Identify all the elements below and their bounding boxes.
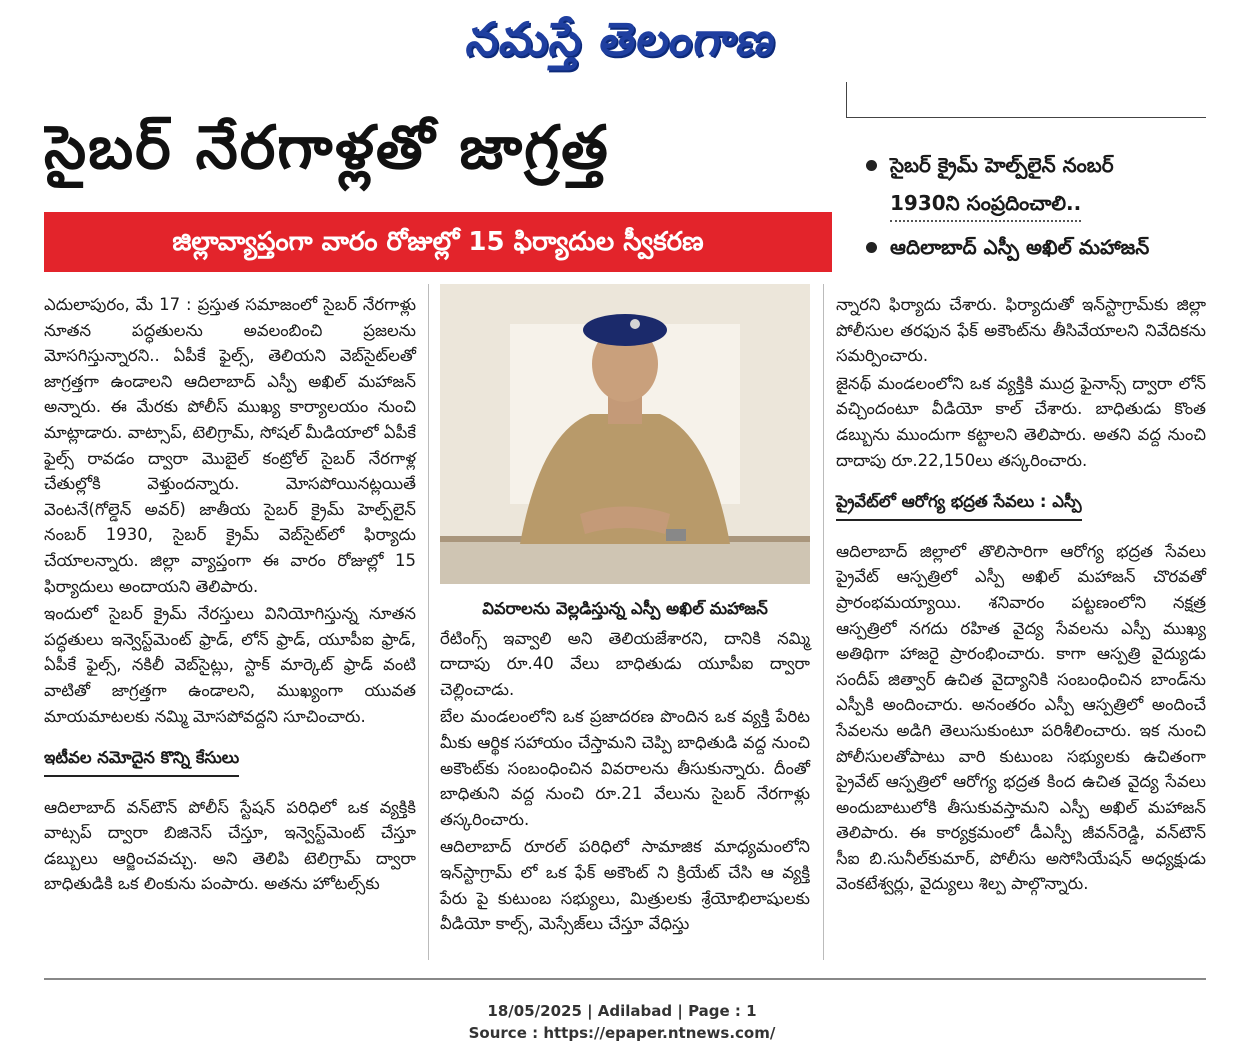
footer-rule <box>44 978 1206 980</box>
paragraph: ఎదులాపురం, మే 17 : ప్రస్తుత సమాజంలో సైబర్ నేరగాళ్లు నూతన పద్ధతులను అవలంబించి ప్రజలను మోసగిస్తున్నారని.. ఏపీకే ఫైల్స్, తెలియని వెబ్‌సైట్‌లతో జాగ్రత్తగా ఉండాలని ఆదిలాబాద్ ఎస్పీ అఖిల్ మహాజన్ అన్నారు. ఈ మేరకు పోలీస్ ముఖ్య కార్యాలయం నుంచి మాట్లాడారు. వాట్సాప్, టెలిగ్రామ్, సోషల్ మీడియాలో ఏపీకే ఫైల్స్ రావడం ద్వారా మొబైల్ కంట్రోల్ సైబర్ నేరగాళ్ల చేతుల్లోకి వెళ్తుందన్నారు. మోసపోయినట్లయితే వెంటనే(గోల్డెన్ అవర్) జాతీయ సైబర్ క్రైమ్ హెల్ప్‌లైన్ నంబర్ 1930, సైబర్ క్రైమ్ వెబ్‌సైట్‌లో ఫిర్యాదు చేయాలన్నారు. జిల్లా వ్యాప్తంగా ఈ వారం రోజుల్లో 15 ఫిర్యాదులు అందాయని తెలిపారు. <box>44 295 416 596</box>
bullet-list <box>862 146 1222 266</box>
paragraph: ఆదిలాబాద్ వన్‌టౌన్ పోలీస్ స్టేషన్ పరిధిలో ఒక వ్యక్తికి వాట్సప్ ద్వారా బిజినెస్ చేస్తూ, ఇన్వెస్ట్‌మెంట్ చేస్తూ డబ్బులు ఆర్జించవచ్చు. అని తెలిపి టెలిగ్రామ్ ద్వారా బాధితుడికి ఒక లింకును పంపారు. అతను హోటల్స్‌కు <box>44 797 416 894</box>
paragraph: బేల మండలంలోని ఒక ప్రజాదరణ పొందిన ఒక వ్యక్తి పేరిట మీకు ఆర్థిక సహాయం చేస్తామని చెప్పి బాధితుడి వద్ద నుంచి అకౌంట్‌కు సంబంధించిన వివరాలను తీసుకున్నారు. దీంతో బాధితుని వద్ద నుంచి రూ.21 వేలును సైబర్ నేరగాళ్లు తస్కరించారు. <box>440 707 810 829</box>
headline: సైబర్ నేరగాళ్లతో జాగ్రత్త <box>44 113 610 183</box>
paragraph: ఆదిలాబాద్ రూరల్ పరిధిలో సామాజిక మాధ్యమంలోని ఇన్‌స్టాగ్రామ్ లో ఒక ఫేక్ అకౌంట్ ని క్రియేట్ చేసి ఆ వ్యక్తి పేరు పై కుటుంబ సభ్యులు, మిత్రులకు శ్రేయోభిలాషులకు వీడియో కాల్స్, మెస్సేజ్‌లు చేస్తూ వేధిస్తు <box>440 837 810 934</box>
article-column-1 <box>44 292 416 899</box>
paragraph: ఆదిలాబాద్ జిల్లాలో తొలిసారిగా ఆరోగ్య భద్రత సేవలు ప్రైవేట్ ఆస్పత్రిలో ఎస్పీ అఖిల్ మహాజన్ చొరవతో ప్రారంభమయ్యాయి. శనివారం పట్టణంలోని నక్షత్ర ఆస్పత్రిలో నగదు రహిత వైద్య సేవలను ఎస్పీ ముఖ్య అతిథిగా హాజరై ప్రారంభించారు. కాగా ఆస్పత్రి వైద్యుడు సందీప్ జిత్వార్ ఉచిత వైద్యానికి సంబంధించిన బాండ్‌ను ఎస్పీకి అందించారు. అనంతరం ఎస్పీ ఆస్పత్రిలో అందించే సేవలను అడిగి తెలుసుకుంటూ పరిశీలించారు. ఇక నుంచి పోలీసులతోపాటు వారి కుటుంబ సభ్యులకు ఉచితంగా ప్రైవేట్ ఆస్పత్రిలో ఆరోగ్య భద్రత కింద ఉచిత వైద్య సేవలు అందుబాటులోకి తీసుకువస్తామని ఎస్పీ అఖిల్ మహాజన్ తెలిపారు. ఈ కార్యక్రమంలో డీఎస్పీ జీవన్‌రెడ్డి, వన్‌టౌన్ సీఐ బి.సునీల్‌కుమార్, పోలీసు అసోసియేషన్ అధ్యక్షుడు వెంకటేశ్వర్లు, వైద్యులు శిల్ప పాల్గొన్నారు. <box>836 541 1206 894</box>
paragraph: న్నారని ఫిర్యాదు చేశారు. ఫిర్యాదుతో ఇన్‌స్టాగ్రామ్‌కు జిల్లా పోలీసుల తరఫున ఫేక్ అకౌంట్‌ను తీసివేయాలని నివేదికను సమర్పించారు. <box>836 295 1206 366</box>
masthead-title: నమస్తే తెలంగాణ <box>463 12 781 66</box>
paragraph: ఇందులో సైబర్ క్రైమ్ నేరస్తులు వినియోగిస్తున్న నూతన పద్ధతులు ఇన్వెస్ట్‌మెంట్ ఫ్రాడ్, లోన్ ఫ్రాడ్, యూపీఐ ఫ్రాడ్, ఏపీకే ఫైల్స్, నకిలీ వెబ్‌సైట్లు, స్టాక్ మార్కెట్ ఫ్రాడ్ వంటి వాటితో జాగ్రత్తగా ఉండాలని, ముఖ్యంగా యువత మాయమాటలకు నమ్మి మోసపోవద్దని సూచించారు. <box>44 604 416 726</box>
bullet-line: ఆదిలాబాద్ ఎస్పీ అఖిల్ మహాజన్ <box>890 235 1150 259</box>
column-divider <box>823 284 824 960</box>
column-divider <box>428 284 429 960</box>
article-column-3 <box>836 292 1206 899</box>
subheadline: జిల్లావ్యాప్తంగా వారం రోజుల్లో 15 ఫిర్యాదుల స్వీకరణ <box>44 212 832 272</box>
subheading: ప్రైవేట్‌లో ఆరోగ్య భద్రత సేవలు : ఎస్పీ <box>836 489 1082 521</box>
footer-date-line: 18/05/2025 | Adilabad | Page : 1 <box>487 1002 757 1020</box>
bullet-item <box>862 146 1222 222</box>
side-rule <box>846 117 1206 118</box>
bullet-line: సైబర్ క్రైమ్ హెల్ప్‌లైన్ నంబర్ <box>890 153 1114 177</box>
bullet-line: 1930ని సంప్రదించాలి.. <box>890 186 1081 222</box>
paragraph: జైనథ్ మండలంలోని ఒక వ్యక్తికి ముద్ర ఫైనాన్స్ ద్వారా లోన్ వచ్చిందంటూ వీడియో కాల్ చేశారు. బాధితుడు కొంత డబ్బును ముందుగా కట్టాలని తెలిపారు. అతని వద్ద నుంచి దాదాపు రూ.22,150లు తస్కరించారు. <box>836 373 1206 470</box>
side-divider <box>846 82 847 118</box>
masthead <box>0 4 1244 74</box>
paragraph: రేటింగ్స్ ఇవ్వాలి అని తెలియజేశారని, దానికి నమ్మి దాదాపు రూ.40 వేలు బాధితుడు యూపీఐ ద్వారా చెల్లించాడు. <box>440 628 810 699</box>
footer-source-link[interactable]: Source : https://epaper.ntnews.com/ <box>468 1024 776 1042</box>
officer-photo <box>440 284 810 584</box>
article-column-2 <box>440 596 810 939</box>
bullet-dot-icon <box>866 242 877 253</box>
photo-caption: వివరాలను వెల్లడిస్తున్న ఎస్పీ అఖిల్ మహాజన్ <box>482 599 768 618</box>
bullet-dot-icon <box>866 160 877 171</box>
subheading: ఇటీవల నమోదైన కొన్ని కేసులు <box>44 745 239 777</box>
police-officer-icon <box>440 284 810 584</box>
bullet-item <box>862 228 1222 266</box>
